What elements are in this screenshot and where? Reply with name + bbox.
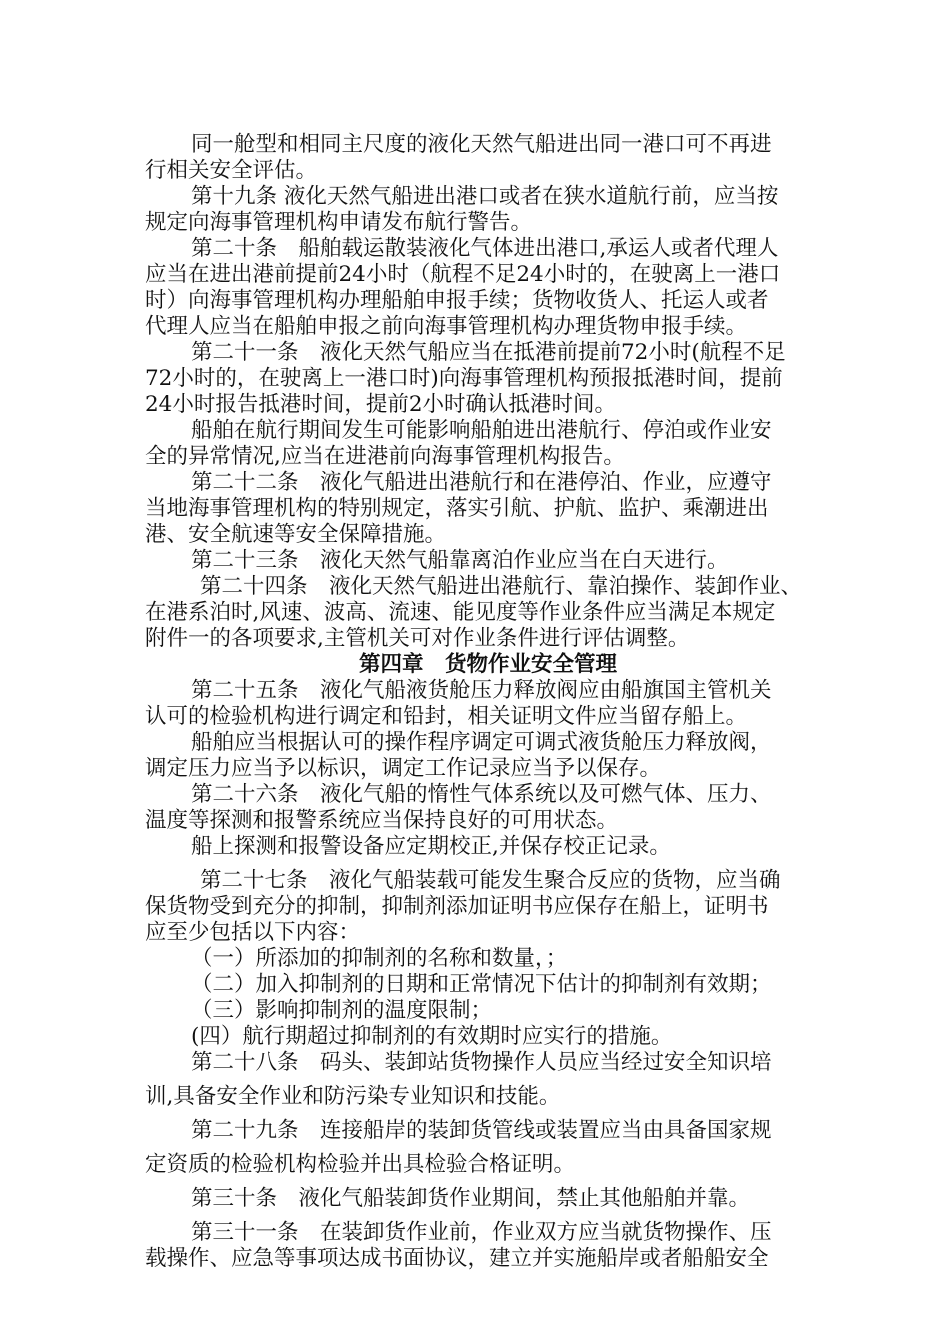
list-item: （一）所添加的抑制剂的名称和数量，； bbox=[191, 946, 568, 971]
paragraph-line: 第二十三条 液化天然气船靠离泊作业应当在白天进行。 bbox=[191, 548, 729, 573]
paragraph-line: 船舶在航行期间发生可能影响船舶进出港航行、停泊或作业安 bbox=[191, 418, 772, 443]
paragraph-line: 时）向海事管理机构办理船舶申报手续；货物收货人、托运人或者 bbox=[145, 288, 769, 313]
paragraph-line: 第二十七条 液化气船装载可能发生聚合反应的货物，应当确 bbox=[200, 868, 781, 893]
paragraph-line: 第二十二条 液化气船进出港航行和在港停泊、作业，应遵守 bbox=[191, 470, 772, 495]
paragraph-line: 认可的检验机构进行调定和铅封，相关证明文件应当留存船上。 bbox=[145, 704, 748, 729]
paragraph-line: 规定向海事管理机构申请发布航行警告。 bbox=[145, 210, 533, 235]
chapter-heading: 第四章 货物作业安全管理 bbox=[359, 652, 618, 677]
paragraph-line: 训,具备安全作业和防污染专业知识和技能。 bbox=[145, 1084, 561, 1109]
paragraph-line: 同一舱型和相同主尺度的液化天然气船进出同一港口可不再进 bbox=[191, 132, 772, 157]
paragraph-line: 全的异常情况,应当在进港前向海事管理机构报告。 bbox=[145, 444, 625, 469]
paragraph-line: 船舶应当根据认可的操作程序调定可调式液货舱压力释放阀， bbox=[191, 730, 772, 755]
paragraph-line: 在港系泊时,风速、波高、流速、能见度等作业条件应当满足本规定 bbox=[145, 600, 776, 625]
paragraph-line: 第二十九条 连接船岸的装卸货管线或装置应当由具备国家规 bbox=[191, 1118, 772, 1143]
paragraph-line: 载操作、应急等事项达成书面协议，建立并实施船岸或者船船安全 bbox=[145, 1246, 769, 1271]
list-item: （三）影响抑制剂的温度限制； bbox=[191, 998, 493, 1023]
list-item: （二）加入抑制剂的日期和正常情况下估计的抑制剂有效期； bbox=[191, 972, 772, 997]
paragraph-line: 第十九条 液化天然气船进出港口或者在狭水道航行前，应当按 bbox=[191, 184, 779, 209]
paragraph-line: 第三十条 液化气船装卸货作业期间，禁止其他船舶并靠。 bbox=[191, 1186, 751, 1211]
paragraph-line: 第二十条 船舶载运散装液化气体进出港口,承运人或者代理人 bbox=[191, 236, 779, 261]
paragraph-line: 代理人应当在船舶申报之前向海事管理机构办理货物申报手续。 bbox=[145, 314, 748, 339]
paragraph-line: 第二十五条 液化气船液货舱压力释放阀应由船旗国主管机关 bbox=[191, 678, 772, 703]
paragraph-line: 应至少包括以下内容： bbox=[145, 920, 361, 945]
paragraph-line: 应当在进出港前提前24小时（航程不足24小时的，在驶离上一港口 bbox=[145, 262, 781, 287]
paragraph-line: 第三十一条 在装卸货作业前，作业双方应当就货物操作、压 bbox=[191, 1220, 772, 1245]
paragraph-line: 72小时的，在驶离上一港口时)向海事管理机构预报抵港时间，提前 bbox=[145, 366, 783, 391]
paragraph-line: 附件一的各项要求,主管机关可对作业条件进行评估调整。 bbox=[145, 626, 690, 651]
paragraph-line: 定资质的检验机构检验并出具检验合格证明。 bbox=[145, 1152, 576, 1177]
paragraph-line: 24小时报告抵港时间，提前2小时确认抵港时间。 bbox=[145, 392, 617, 417]
paragraph-line: 当地海事管理机构的特别规定，落实引航、护航、监护、乘潮进出 bbox=[145, 496, 769, 521]
paragraph-line: 调定压力应当予以标识，调定工作记录应当予以保存。 bbox=[145, 756, 662, 781]
paragraph-line: 温度等探测和报警系统应当保持良好的可用状态。 bbox=[145, 808, 619, 833]
paragraph-line: 第二十八条 码头、装卸站货物操作人员应当经过安全知识培 bbox=[191, 1050, 772, 1075]
paragraph-line: 第二十四条 液化天然气船进出港航行、靠泊操作、装卸作业、 bbox=[200, 574, 803, 599]
paragraph-line: 行相关安全评估。 bbox=[145, 158, 318, 183]
paragraph-line: 第二十一条 液化天然气船应当在抵港前提前72小时(航程不足 bbox=[191, 340, 786, 365]
list-item: (四）航行期超过抑制剂的有效期时应实行的措施。 bbox=[191, 1024, 673, 1049]
paragraph-line: 港、安全航速等安全保障措施。 bbox=[145, 522, 447, 547]
paragraph-line: 船上探测和报警设备应定期校正,并保存校正记录。 bbox=[191, 834, 671, 859]
paragraph-line: 保货物受到充分的抑制，抑制剂添加证明书应保存在船上，证明书 bbox=[145, 894, 769, 919]
paragraph-line: 第二十六条 液化气船的惰性气体系统以及可燃气体、压力、 bbox=[191, 782, 772, 807]
